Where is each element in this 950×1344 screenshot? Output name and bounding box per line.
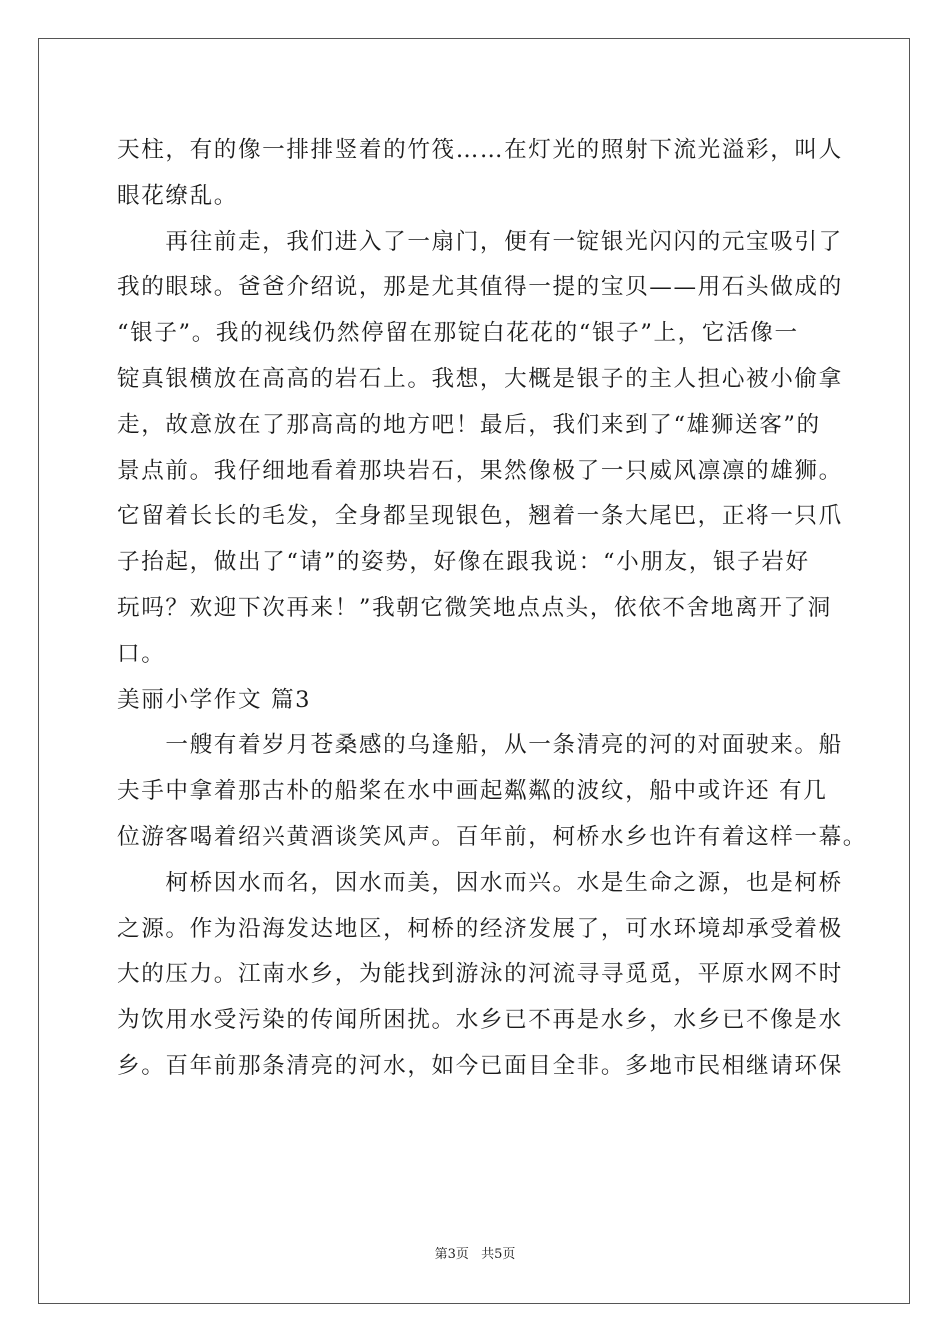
- text-line: 再往前走，我们进入了一扇门，便有一锭银光闪闪的元宝吸引了: [117, 228, 843, 255]
- text-line: 它留着长长的毛发，全身都呈现银色，翘着一条大尾巴，正将一只爪: [117, 503, 843, 530]
- page-footer: [0, 1243, 950, 1262]
- text-line: 为饮用水受污染的传闻所困扰。水乡已不再是水乡，水乡已不像是水: [117, 1007, 843, 1034]
- document-body: [117, 128, 868, 1090]
- page-number: 第3页: [434, 1247, 469, 1262]
- text-line: 走，故意放在了那高高的地方吧！最后，我们来到了“雄狮送客”的: [117, 411, 821, 438]
- text-line: 之源。作为沿海发达地区，柯桥的经济发展了，可水环境却承受着极: [117, 915, 843, 942]
- text-line: 口。: [117, 640, 166, 667]
- text-line: 位游客喝着绍兴黄酒谈笑风声。百年前，柯桥水乡也许有着这样一幕。: [117, 823, 868, 850]
- section-heading: 美丽小学作文 篇3: [117, 686, 312, 713]
- text-line: 乡。百年前那条清亮的河水，如今已面目全非。多地市民相继请环保: [117, 1052, 843, 1079]
- text-line: 我的眼球。爸爸介绍说，那是尤其值得一提的宝贝——用石头做成的: [117, 274, 843, 301]
- text-line: 柯桥因水而名，因水而美，因水而兴。水是生命之源，也是柯桥: [117, 869, 843, 896]
- text-line: 景点前。我仔细地看着那块岩石，果然像极了一只威风凛凛的雄狮。: [117, 457, 843, 484]
- text-line: 锭真银横放在高高的岩石上。我想，大概是银子的主人担心被小偷拿: [117, 365, 843, 392]
- text-line: 子抬起，做出了“请”的姿势，好像在跟我说：“小朋友，银子岩好: [117, 549, 810, 576]
- text-line: 眼花缭乱。: [117, 182, 238, 209]
- text-line: 大的压力。江南水乡，为能找到游泳的河流寻寻觅觅，平原水网不时: [117, 961, 843, 988]
- text-line: “银子”。我的视线仍然停留在那锭白花花的“银子”上，它活像一: [117, 320, 799, 347]
- page-total: 共5页: [481, 1247, 516, 1262]
- text-line: 玩吗？欢迎下次再来！”我朝它微笑地点点头，依依不舍地离开了洞: [117, 594, 832, 621]
- text-line: 一艘有着岁月苍桑感的乌逢船，从一条清亮的河的对面驶来。船: [117, 732, 843, 759]
- text-line: 夫手中拿着那古朴的船桨在水中画起粼粼的波纹，船中或许还 有几: [117, 778, 828, 805]
- text-line: 天柱，有的像一排排竖着的竹筏……在灯光的照射下流光溢彩，叫人: [117, 137, 843, 163]
